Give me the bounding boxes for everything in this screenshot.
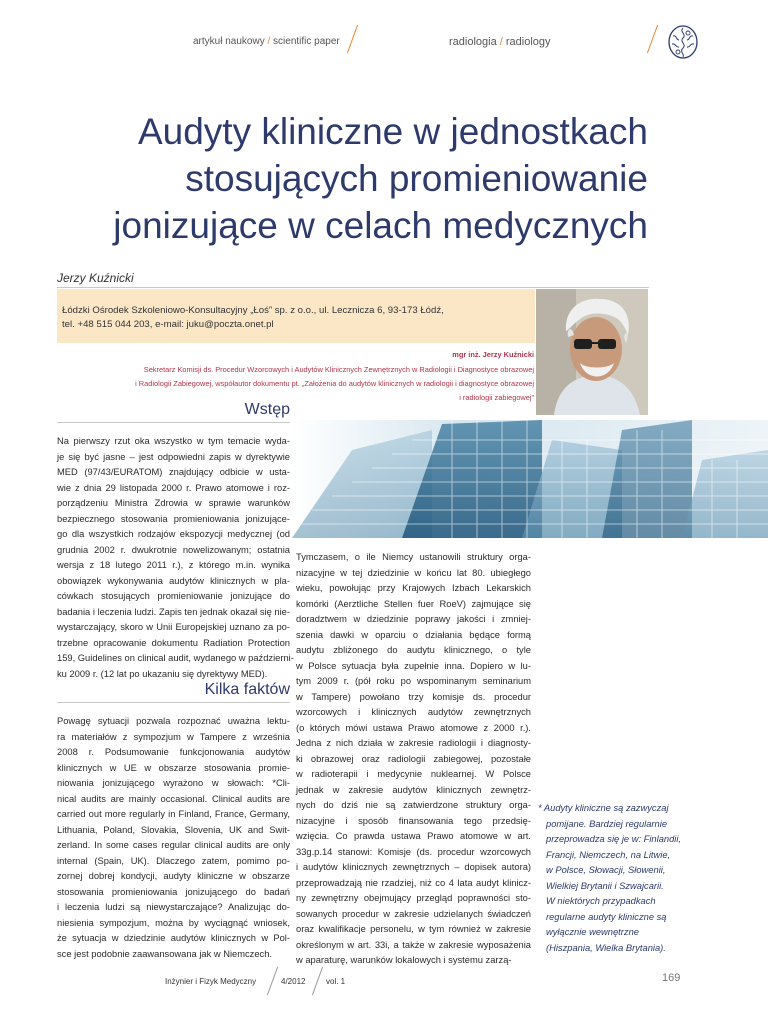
text-line: w radioterapii i medycynie nuklearnej. W Polsce	[296, 769, 531, 779]
footnote-line: wyłącznie wewnętrzne	[546, 927, 639, 937]
text-line: stosowania promieniowania jonizującego do badań	[57, 886, 290, 897]
text-line: tym 2009 r. (pół roku po wspominanym seminarium	[296, 676, 531, 686]
text-line: i leczenia ludzi są niewystarczające? Analizując do-	[57, 902, 290, 912]
text-line: nych do dziś nie są zatwierdzone struktury orga-	[296, 800, 531, 810]
text-line: ki obrazowej oraz radiologii zabiegowej, pozostałe	[296, 753, 531, 764]
text-line: ny zewnętrzny obejmujący przegląd poprawności sto-	[296, 893, 531, 903]
text-line: i audytów klinicznych zewnętrznych – dopisek autora)	[296, 862, 531, 872]
text-line: doradztwem w dziedzinie poprawy jakości i zmniej-	[296, 614, 531, 624]
footer-divider-2	[312, 967, 323, 996]
author-rule	[57, 287, 649, 288]
title-line-2: stosujących promieniowanie	[185, 158, 648, 199]
text-line: 33g.p.14 stanowi: Komisje (ds. procedur wzorcowych	[296, 846, 531, 857]
section-heading-intro: Wstęp	[244, 401, 290, 418]
author-name: Jerzy Kuźnicki	[57, 271, 134, 285]
text-line: jednak w zakresie audytów klinicznych zewnętrz-	[296, 784, 531, 795]
text-line: nizacyjne i sposób finansowania tego przedsię-	[296, 815, 531, 826]
header-section	[449, 36, 551, 48]
header-category	[193, 36, 340, 47]
text-line: internal (Spain, UK). Dlaczego zatem, pomimo po-	[57, 855, 290, 866]
footnote-line: Francji, Niemczech, na Litwie,	[546, 849, 671, 860]
text-line: wzorcowych i klinicznych audytów zewnętrznych	[296, 707, 531, 717]
article-title	[28, 108, 648, 249]
footnote-line: (Hiszpania, Wielka Brytania).	[546, 942, 666, 953]
text-line: wystarczający, skoro w Unii Europejskiej uznano za po-	[57, 622, 290, 632]
text-line: w Polsce sytuacja była zupełnie inna. Dopiero w lu-	[296, 660, 531, 671]
affiliation-box	[57, 289, 535, 343]
text-line: badania i leczenia ludzi. Zapis ten jednak okazał się nie-	[57, 606, 290, 617]
footnote	[538, 801, 688, 956]
affiliation-line-1: Łódzki Ośrodek Szkoleniowo-Konsultacyjny „Łoś” sp. z o.o., ul. Lecznicza 6, 93-173 Łódź,	[62, 305, 444, 316]
text-line: wieku, powołując przy Krajowych Izbach Lekarskich	[296, 583, 531, 593]
text-line: sce jest podobnie zaawansowana jak w Niemczech.	[57, 948, 273, 959]
text-line: w Tampere) powołano trzy komisje ds. procedur	[296, 691, 531, 702]
text-line: porządzeniu Ministra Zdrowia w sprawie warunków	[57, 498, 290, 508]
footer-journal: Inżynier i Fizyk Medyczny	[165, 977, 257, 986]
text-line: w aparaturę, warunków lokalowych i systemu zarzą-	[296, 955, 512, 965]
text-line: MED (97/43/EURATOM) znajdujący odbicie w usta-	[57, 467, 290, 477]
title-line-3: jonizujące w celach medycznych	[113, 205, 648, 246]
text-line: cówkach stosujących promieniowanie jonizujące do	[57, 591, 290, 601]
text-line: Tymczasem, o ile Niemcy ustanowili struktury orga-	[296, 552, 531, 562]
text-line: ra materiałów z sympozjum w Tampere z września	[57, 731, 290, 742]
footnote-line: przeprowadza się je w: Finlandii,	[546, 834, 682, 844]
footer-divider-1	[267, 967, 278, 996]
text-line: szenia dawki w oparciu o działania będące formą	[296, 629, 531, 640]
footnote-line: pomijane. Bardziej regularnie	[546, 818, 668, 829]
text-line: (o których mówi ustawa Prawo atomowe z 2000 r.).	[296, 722, 531, 733]
column-1-paragraph-1	[57, 434, 294, 682]
text-line: ku 2009 r. (12 lat po ukazaniu się dyrektywy MED).	[57, 668, 268, 679]
text-line: trzebne opracowanie dokumentu Radiation Protection	[57, 637, 290, 648]
text-line: grudnia 2002 r. dwukrotnie nowelizowanym; ostatnia	[57, 544, 290, 555]
text-line: go dla wszystkich rodzajów ekspozycji medycznej (od	[57, 529, 290, 539]
bio-line-1: Sekretarz Komisji ds. Procedur Wzorcowych i Audytów Klinicznych Zewnętrznych w Radiologii i Diagnostyce obrazowej	[143, 365, 534, 374]
bio-line-2: i Radiologii Zabiegowej, współautor dokumentu pt. „Założenia do audytów klinicznych w radiologii i diagnostyce obrazowej	[135, 379, 534, 388]
footnote-line: regularne audyty kliniczne są	[546, 911, 667, 922]
bio-name: mgr inż. Jerzy Kuźnicki	[452, 350, 534, 359]
text-line: Jedna z nich działa w zakresie radiologii i diagnosty-	[296, 738, 531, 748]
column-1-paragraph-2	[57, 714, 290, 962]
text-line: przeprowadzają nie rzadziej, niż co 4 lata audyt klinicz-	[296, 877, 531, 888]
text-line: wie z dnia 29 listopada 2000 r. Prawo atomowe i roz-	[57, 482, 290, 493]
text-line: bezpiecznego stosowania promieniowania jonizujące-	[57, 513, 290, 524]
section-pl: radiologia	[449, 36, 497, 48]
text-line: Powagę sytuacji pozwala rozpoznać uważna lektu-	[57, 716, 290, 726]
text-line: audytu zbliżonego do audytu klinicznego, o tyle	[296, 645, 531, 655]
footnote-line: W niektórych przypadkach	[546, 896, 656, 906]
footnote-line: * Audyty kliniczne są zazwyczaj	[538, 803, 669, 813]
header-divider-1	[347, 25, 358, 54]
text-line: Na pierwszy rzut oka wszystko w tym temacie wyda-	[57, 436, 290, 446]
category-pl: artykuł naukowy	[193, 36, 265, 47]
section-rule-intro	[57, 422, 290, 423]
text-line: niesienia sympozjum, można by wyciągnąć wniosek,	[57, 917, 290, 928]
brain-logo-icon	[667, 24, 699, 60]
header-divider-2	[647, 25, 658, 54]
text-line: 159, Guidelines on clinical audit, wydanego w październi-	[57, 653, 294, 663]
text-line: carried out more regularly in Finland, France, Germany,	[57, 809, 290, 819]
footnote-line: Wielkiej Brytanii i Szwajcarii.	[546, 880, 664, 891]
text-line: obowiązek wykonywania audytów klinicznych w pla-	[57, 575, 290, 586]
text-line: że sytuacja w dziedzinie audytów klinicznych w Pol-	[57, 933, 290, 943]
text-line: zerland. In some cases regular clinical audits are only	[57, 840, 290, 850]
text-line: nizacyjne w tej dziedzinie w końcu lat 80. ubiegłego	[296, 567, 531, 578]
category-sep: /	[264, 36, 274, 47]
text-line: Lithuania, Poland, Slovakia, Slovenia, UK and Swit-	[57, 824, 290, 835]
category-en: scientific paper	[273, 36, 340, 47]
text-line: 2008 r. Podsumowanie funkcjonowania audytów	[57, 747, 290, 757]
text-line: klinicznych w UE w obszarze stosowania promie-	[57, 762, 290, 773]
text-line: wzięcia. Co prawda ustawa Prawo atomowe w art.	[296, 831, 531, 841]
affiliation-line-2: tel. +48 515 044 203, e-mail: juku@poczta.onet.pl	[62, 319, 274, 330]
bio-line-3: i radiologii zabiegowej”	[459, 393, 534, 402]
section-en: radiology	[505, 36, 551, 48]
page-number: 169	[662, 972, 681, 984]
section-rule-facts	[57, 702, 290, 703]
text-line: nical audits are mainly occasional. Clinical audits are	[57, 793, 290, 804]
text-line: oraz kwalifikacje personelu, w tym również w zakresie	[296, 924, 531, 934]
section-sep: /	[496, 36, 506, 48]
text-line: niowania jonizującego wyrażono w słowach: *Cli-	[57, 778, 290, 788]
text-line: komórki (Aerztliche Stellen fuer RoeV) zajmujące się	[296, 598, 531, 609]
author-photo	[536, 289, 648, 415]
title-line-1: Audyty kliniczne w jednostkach	[137, 111, 648, 152]
text-line: sowanych procedur w zakresie udzielanych świadczeń	[296, 908, 531, 919]
text-line: wersja z 18 lutego 2011 r.), z którego m.in. wynika	[57, 560, 290, 570]
column-2-text	[296, 550, 531, 969]
footer-issue: 4/2012	[281, 977, 306, 986]
section-heading-facts: Kilka faktów	[204, 681, 290, 698]
building-illustration	[292, 420, 768, 538]
footnote-line: w Polsce, Słowacji, Słowenii,	[546, 865, 666, 875]
text-line: zornej dobrej kondycji, audyty kliniczne w obszarze	[57, 871, 290, 881]
footer-volume: vol. 1	[326, 977, 346, 986]
text-line: określonym w art. 33i, a także w zakresie wyposażenia	[296, 939, 531, 950]
text-line: je się być jasne – jest odpowiedni zapis w dyrektywie	[57, 451, 290, 462]
